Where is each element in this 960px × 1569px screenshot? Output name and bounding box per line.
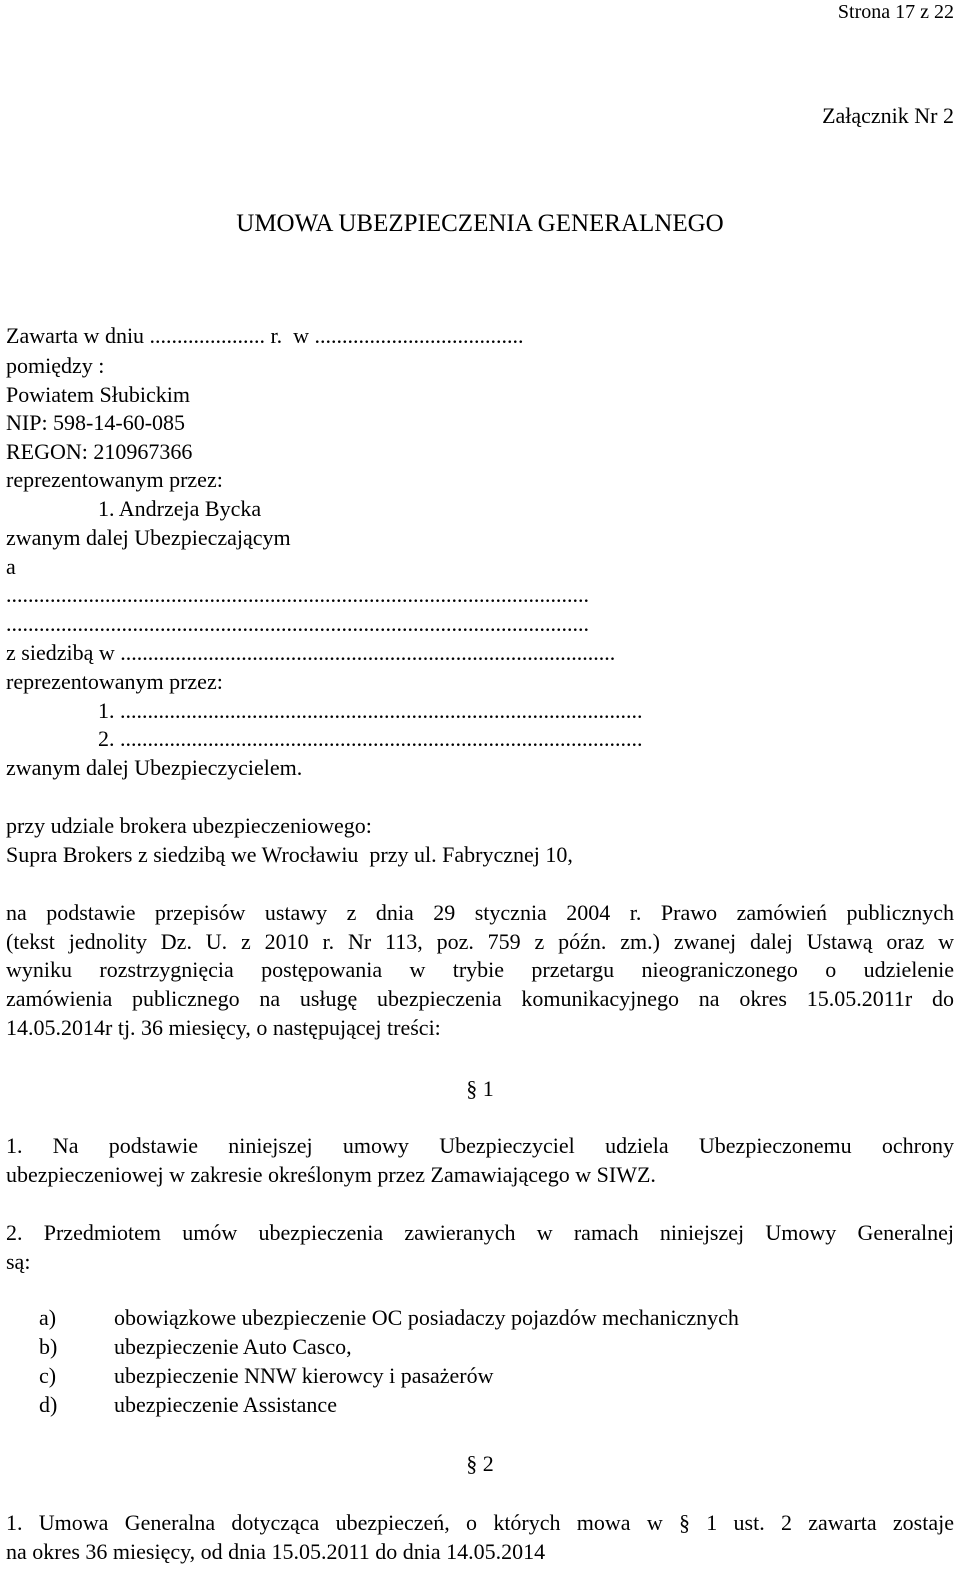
list-marker: d) [39,1392,58,1417]
paragraph-line: 1. Umowa Generalna dotycząca ubezpieczeń, o których mowa w § 1 ust. 2 zawarta zostaje [6,1510,954,1535]
represented-by-label: reprezentowanym przez: [6,467,223,492]
broker-details: Supra Brokers z siedzibą we Wrocławiu przy ul. Fabrycznej 10, [6,842,573,867]
legal-basis-paragraph [6,899,954,1043]
insured-role: zwanym dalej Ubezpieczającym [6,525,291,550]
list-marker: b) [39,1334,58,1359]
representative-line: 2. ............................................................................................... [98,726,643,751]
section1-paragraph-2 [6,1219,954,1276]
dots-line: .......................................................................................................... [6,582,589,607]
broker-intro: przy udziale brokera ubezpieczeniowego: [6,813,372,838]
list-item-text: ubezpieczenie Assistance [114,1392,337,1417]
section1-paragraph-1 [6,1132,954,1189]
representative-1: 1. Andrzeja Bycka [98,496,262,521]
nip-line: NIP: 598-14-60-085 [6,410,186,435]
represented-by-label: reprezentowanym przez: [6,669,223,694]
list-item-text: obowiązkowe ubezpieczenie OC posiadaczy pojazdów mechanicznych [114,1305,739,1330]
paragraph-line: 14.05.2014r tj. 36 miesięcy, o następującej treści: [6,1014,441,1040]
paragraph-line: 2. Przedmiotem umów ubezpieczenia zawieranych w ramach niniejszej Umowy Generalnej [6,1220,954,1245]
attachment-label: Załącznik Nr 2 [822,103,954,128]
insured-name: Powiatem Słubickim [6,382,190,407]
seat-line: z siedzibą w .......................................................................................... [6,640,616,665]
paragraph-line: 1. Na podstawie niniejszej umowy Ubezpieczyciel udziela Ubezpieczonemu ochrony [6,1133,954,1158]
paragraph-line: ubezpieczeniowej w zakresie określonym przez Zamawiającego w SIWZ. [6,1161,656,1187]
paragraph-line: zamówienia publicznego na usługę ubezpieczenia komunikacyjnego na okres 15.05.2011r do [6,986,954,1012]
concluded-line: Zawarta w dniu ..................... r. w ...................................... [6,323,524,348]
section-heading: § 1 [466,1076,494,1101]
representative-line: 1. ............................................................................................... [98,698,643,723]
list-item-text: ubezpieczenie Auto Casco, [114,1334,352,1359]
section2-paragraph-1 [6,1509,954,1566]
paragraph-line: są: [6,1248,31,1274]
page-number: Strona 17 z 22 [837,1,954,23]
paragraph-line: (tekst jednolity Dz. U. z 2010 r. Nr 113, poz. 759 z późn. zm.) zwanej dalej Ustawą oraz w [6,928,954,954]
between-line: pomiędzy : [6,353,105,378]
and-line: a [6,554,16,579]
paragraph-line: wyniku rozstrzygnięcia postępowania w trybie przetargu nieograniczonego o udzielenie [6,957,954,983]
regon-line: REGON: 210967366 [6,439,193,464]
list-item-text: ubezpieczenie NNW kierowcy i pasażerów [114,1363,494,1388]
dots-line: .......................................................................................................... [6,611,589,636]
paragraph-line: na okres 36 miesięcy, od dnia 15.05.2011 do dnia 14.05.2014 [6,1538,546,1564]
list-marker: a) [39,1305,57,1330]
insurer-role: zwanym dalej Ubezpieczycielem. [6,755,303,780]
document-title: UMOWA UBEZPIECZENIA GENERALNEGO [236,210,724,237]
paragraph-line: na podstawie przepisów ustawy z dnia 29 stycznia 2004 r. Prawo zamówień publicznych [6,900,954,925]
section-heading: § 2 [466,1451,494,1476]
list-marker: c) [39,1363,57,1388]
list-item [6,1363,337,1447]
